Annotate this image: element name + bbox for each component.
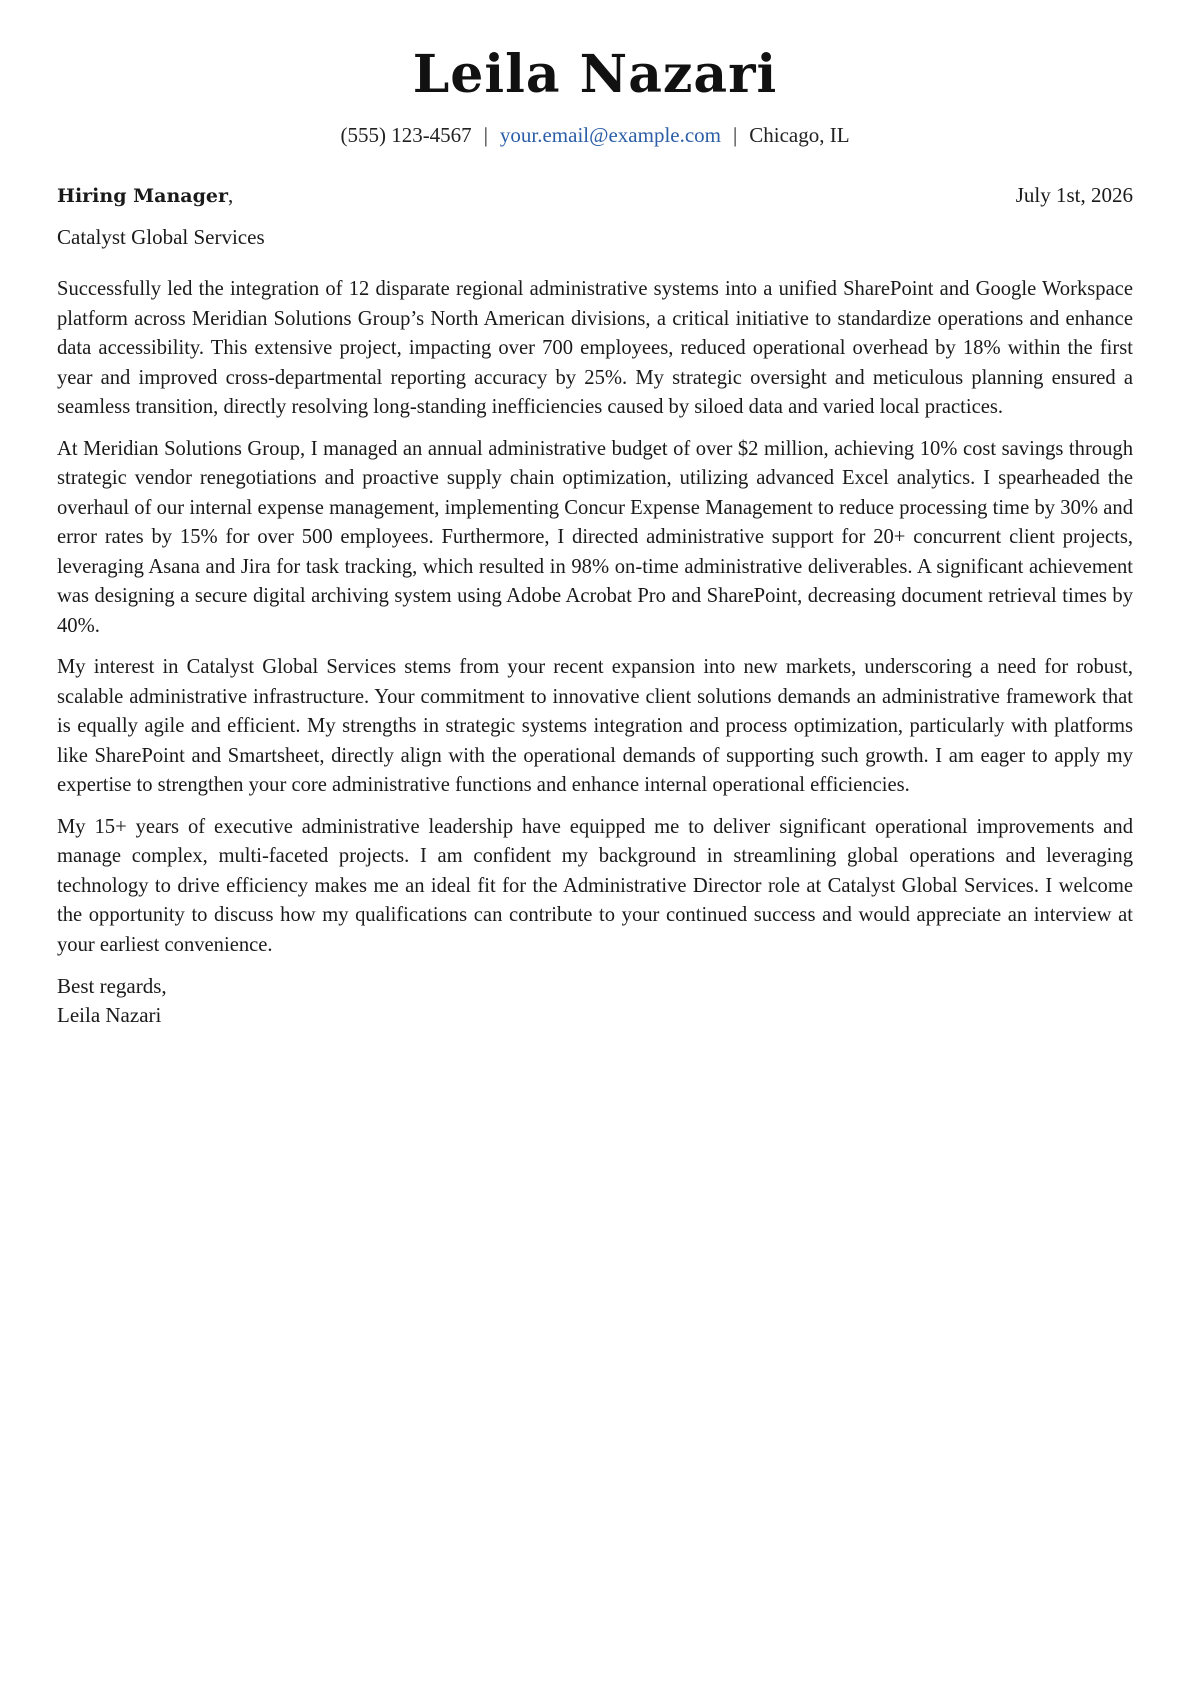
recipient-title-comma: ,	[227, 183, 234, 207]
location: Chicago, IL	[749, 123, 850, 147]
contact-separator: |	[733, 123, 738, 147]
body-paragraph: My 15+ years of executive administrative leadership have equipped me to deliver significant operational improvements and manage complex, multi-faceted projects. I am confident my background in streamlining global operations and leveraging technology to drive efficiency makes me an ideal fit for the Administrative Director role at Catalyst Global Services. I welcome the opportunity to discuss how my qualifications can contribute to your continued success and would appreciate an interview at your earliest convenience.	[57, 815, 1133, 956]
body-paragraph: Successfully led the integration of 12 disparate regional administrative systems into a unified SharePoint and Google Workspace platform across Meridian Solutions Group’s North American divisions, a critical initiative to standardize operations and enhance data accessibility. This extensive project, impacting over 700 employees, reduced operational overhead by 18% within the first year and improved cross-departmental reporting accuracy by 25%. My strategic oversight and meticulous planning ensured a seamless transition, directly resolving long-standing inefficiencies caused by siloed data and varied local practices.	[57, 278, 1133, 418]
contact-line	[57, 122, 1133, 148]
recipient-title-text: Hiring Manager	[57, 185, 228, 207]
body-paragraph: At Meridian Solutions Group, I managed an annual administrative budget of over $2 million, achieving 10% cost savings through strategic vendor renegotiations and proactive supply chain optimization, utilizing advanced Excel analytics. I spearheaded the overhaul of our internal expense management, implementing Concur Expense Management to reduce processing time by 30% and error rates by 15% for over 500 employees. Furthermore, I directed administrative support for 20+ concurrent client projects, leveraging Asana and Jira for task tracking, which resulted in 98% on-time administrative deliverables. A significant achievement was designing a secure digital archiving system using Adobe Acrobat Pro and SharePoint, decreasing document retrieval times by 40%.	[57, 437, 1133, 637]
applicant-name: Leila Nazari	[412, 44, 778, 105]
closing-salutation: Best regards,	[57, 974, 167, 998]
contact-separator: |	[483, 123, 488, 147]
cover-letter-page	[57, 0, 1133, 1030]
letter-date: July 1st, 2026	[1015, 183, 1133, 207]
letter-body	[57, 275, 1133, 960]
phone-number: (555) 123-4567	[340, 123, 472, 147]
body-paragraph: My interest in Catalyst Global Services stems from your recent expansion into new markets, underscoring a need for robust, scalable administrative infrastructure. Your commitment to innovative client solutions demands an administrative framework that is equally agile and efficient. My strengths in strategic systems integration and process optimization, particularly with platforms like SharePoint and Smartsheet, directly align with the operational demands of supporting such growth. I am eager to apply my expertise to strengthen your core administrative functions and enhance internal operational efficiencies.	[57, 656, 1133, 796]
closing-signature: Leila Nazari	[57, 1003, 162, 1027]
letter-header	[57, 0, 1133, 148]
recipient-title	[57, 183, 233, 208]
recipient-company: Catalyst Global Services	[57, 225, 265, 249]
letter-closing	[57, 972, 1133, 1030]
recipient-row	[57, 183, 1133, 211]
email-link[interactable]: your.email@example.com	[499, 123, 722, 147]
